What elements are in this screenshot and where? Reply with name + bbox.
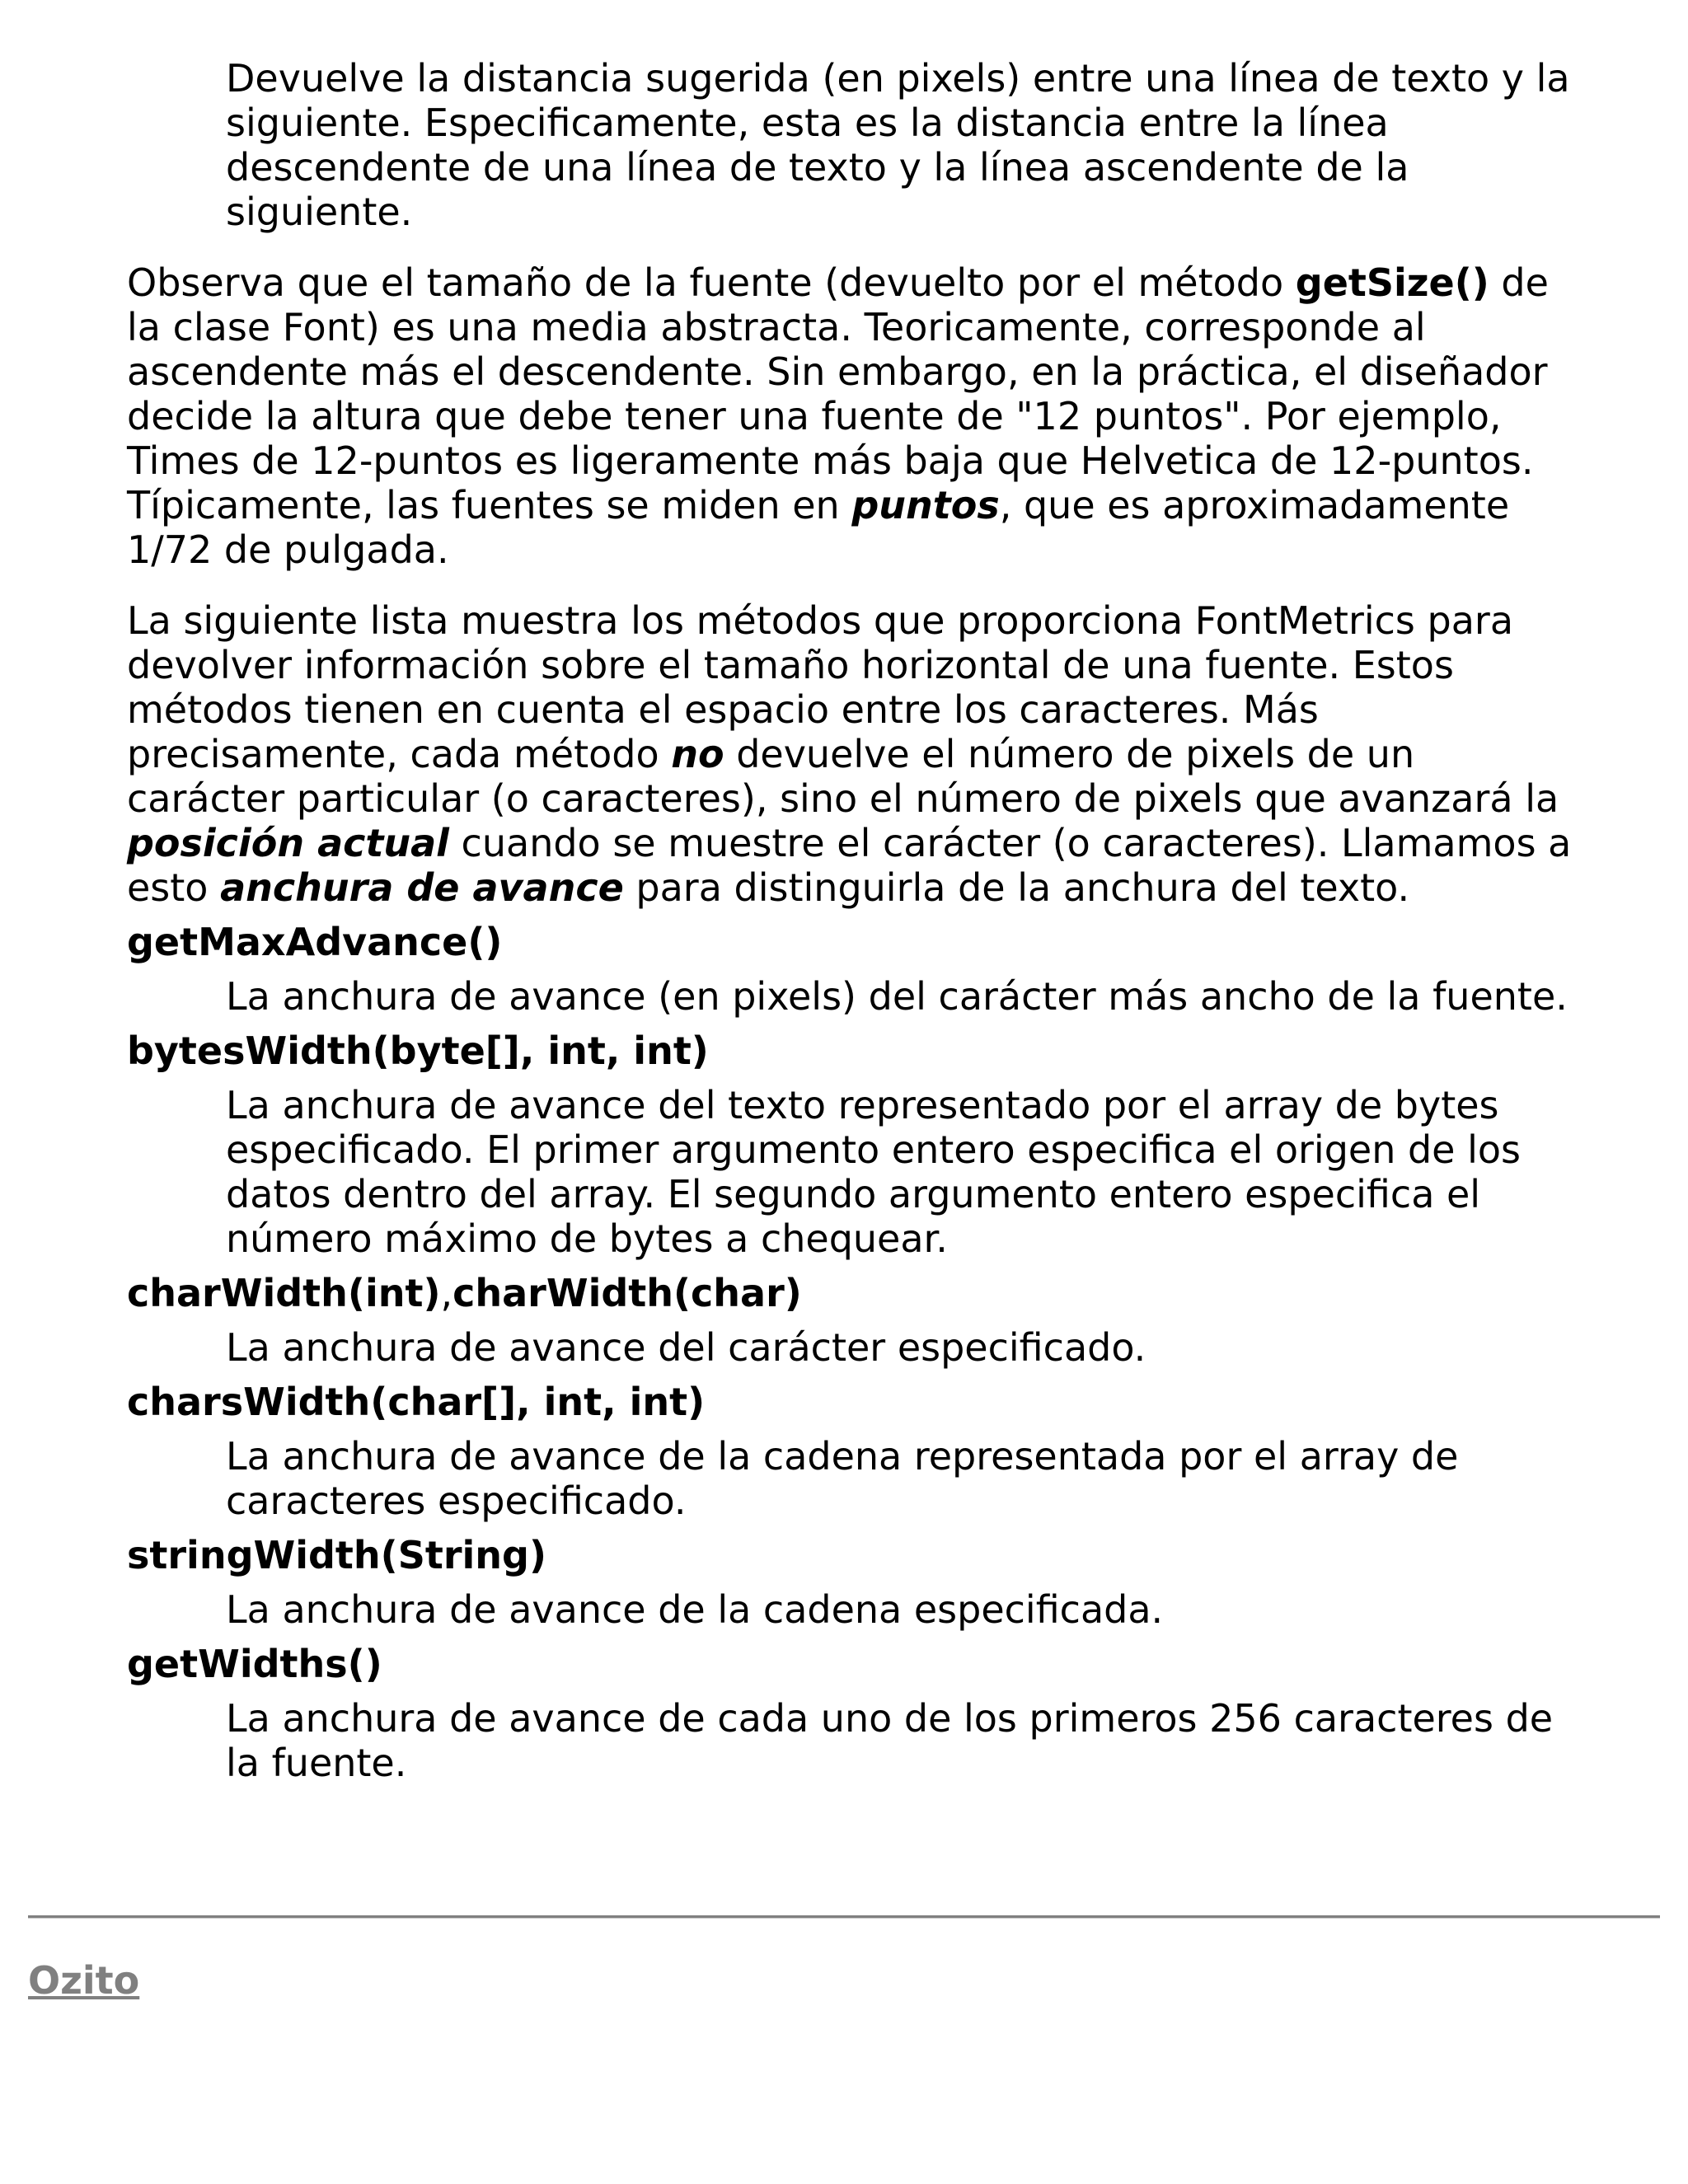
method-description: La anchura de avance de la cadena especificada. [226,1587,1164,1632]
method-term: charsWidth(char[], int, int) [127,1380,706,1424]
description-text: Devuelve la distancia sugerida (en pixels) entre una línea de texto y la siguiente. Especificamente, esta es la distancia entre la línea descendente de una línea de texto y la línea ascendente de la siguiente. [226,56,1570,234]
text-run: cuando se muestre el carácter (o caracteres). Llamamos a esto [127,821,1572,910]
method-term: stringWidth(String) [127,1533,546,1577]
method-term: bytesWidth(byte[], int, int) [127,1029,709,1073]
emphasis-term: no [671,732,724,776]
text-run: La siguiente lista muestra los métodos que proporciona FontMetrics para devolver información sobre el tamaño horizontal de una fuente. Estos métodos tienen en cuenta el espacio entre los caracteres. Más precisamente, cada método [127,598,1514,776]
document-body [127,56,1578,1785]
definition-description [226,56,1578,234]
method-list [127,920,1578,1785]
text-run: devuelve el número de pixels de un carácter particular (o caracteres), sino el número de pixels que avanzará la [127,732,1559,821]
paragraph-font-size [127,260,1578,572]
emphasis-term: puntos [851,483,1000,527]
emphasis-term: anchura de avance [220,865,624,910]
method-term: getWidths() [127,1642,382,1686]
method-term-part: charWidth(char) [452,1271,802,1315]
method-description: La anchura de avance de la cadena representada por el array de caracteres especificado. [226,1434,1459,1523]
method-term: getMaxAdvance() [127,920,503,964]
horizontal-rule [28,1915,1660,1919]
method-term-separator: , [440,1271,453,1315]
method-description: La anchura de avance (en pixels) del carácter más ancho de la fuente. [226,974,1568,1019]
text-run: de la clase Font) es una media abstracta. Teoricamente, corresponde al ascendente más el descendente. Sin embargo, en la práctica, el diseñador decide la altura que debe tener una fuente de "12 puntos". Por ejemplo, Times de 12-puntos es ligeramente más baja que Helvetica de 12-puntos. Típicamente, las fuentes se miden en [127,260,1549,527]
paragraph-advance-width [127,598,1578,910]
method-description: La anchura de avance del carácter especificado. [226,1325,1146,1370]
text-run: para distinguirla de la anchura del texto. [623,865,1410,910]
emphasis-term: posición actual [127,821,449,865]
method-term [127,1271,1578,1315]
text-run: Observa que el tamaño de la fuente (devuelto por el método [127,260,1296,305]
ozito-link[interactable]: Ozito [28,1958,140,2003]
method-term-part: charWidth(int) [127,1271,441,1315]
method-name-bold: getSize() [1295,260,1489,305]
method-description: La anchura de avance del texto representado por el array de bytes especificado. El primer argumento entero especifica el origen de los datos dentro del array. El segundo argumento entero especifica el número máximo de bytes a chequear. [226,1083,1521,1261]
text-run: , que es aproximadamente 1/72 de pulgada. [127,483,1510,572]
method-description: La anchura de avance de cada uno de los primeros 256 caracteres de la fuente. [226,1696,1554,1785]
